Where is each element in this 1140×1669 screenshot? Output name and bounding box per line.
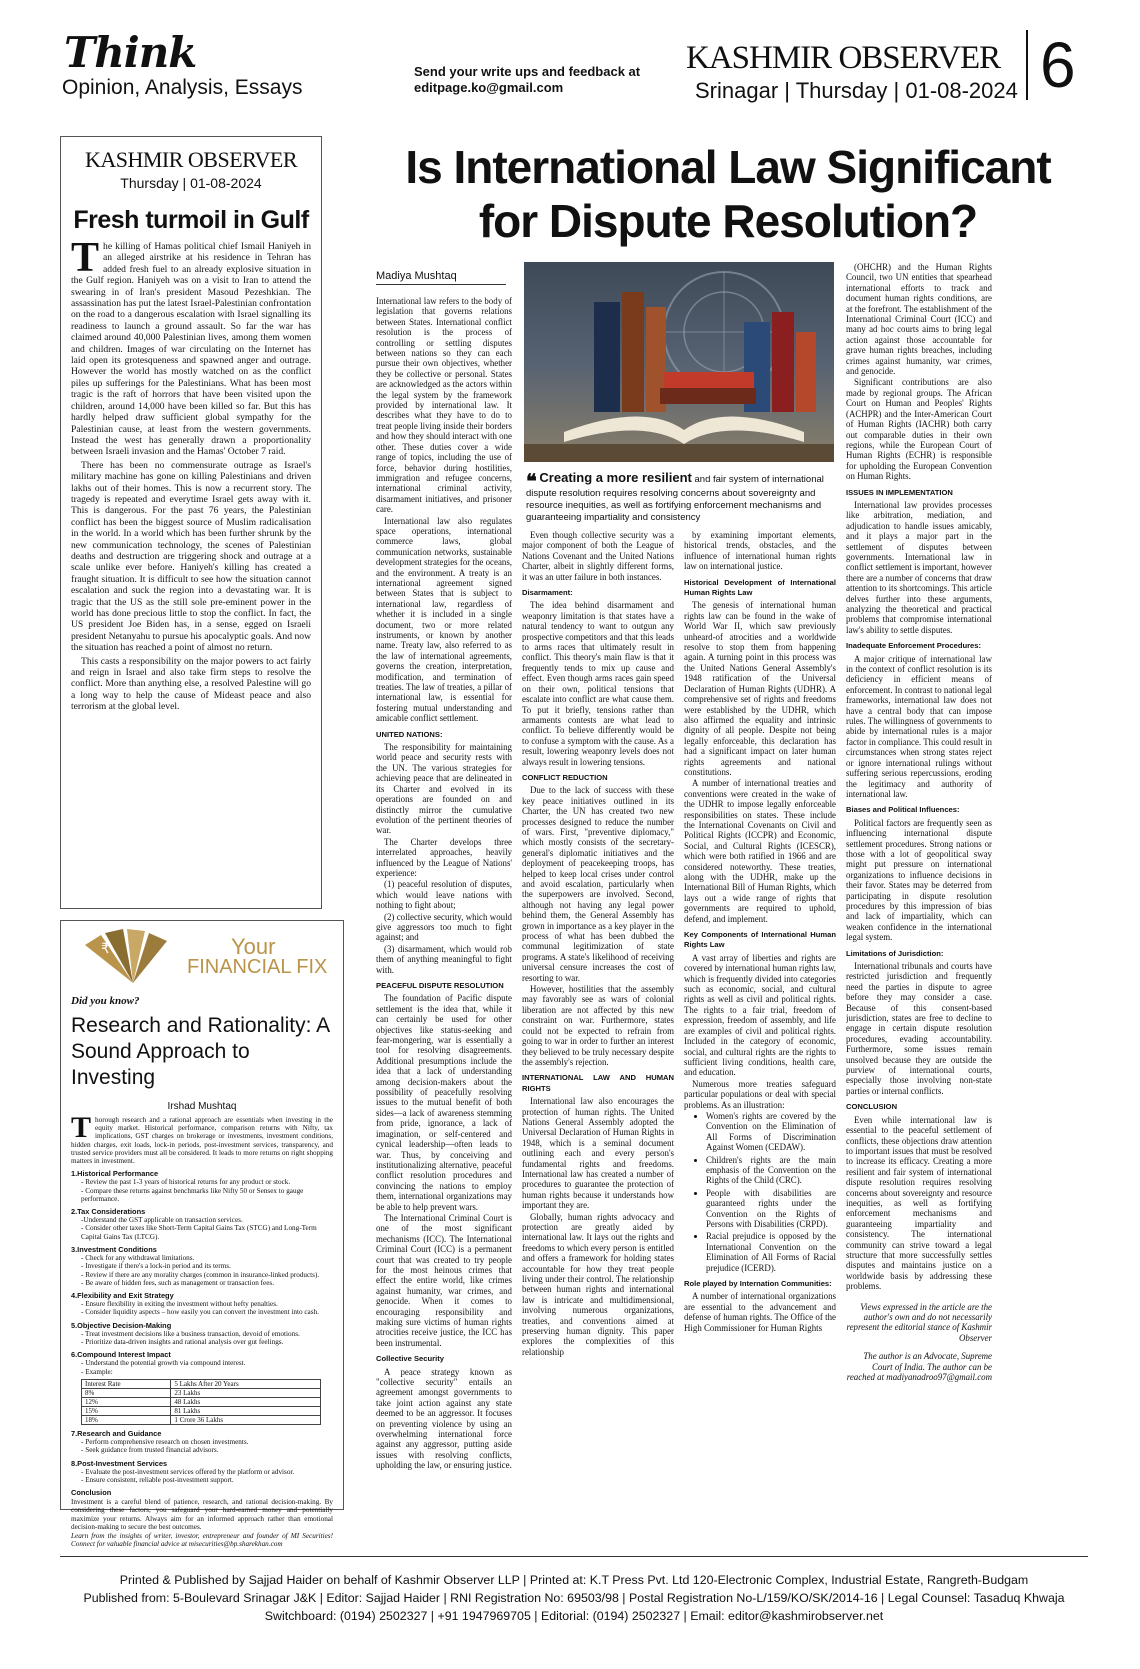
editorial-date: Thursday | 01-08-2024 (120, 175, 262, 191)
rupee-fan-icon (71, 927, 181, 987)
article-paragraph: (2) collective security, which would give aggressors too much to fight against; and (376, 911, 512, 943)
financial-list-item: - Prioritize data-driven insights and rational analysis over gut feelings. (81, 1338, 284, 1347)
table-row (82, 1388, 321, 1397)
headline-line1: Is International Law Significant (405, 141, 1051, 193)
financial-list-item: - Evaluate the post-investment services offered by the platform or advisor. (81, 1467, 295, 1476)
article-paragraph: (1) peaceful resolution of disputes, which would leave nations with nothing to fight about; (376, 879, 512, 911)
footer-line3: Switchboard: (0194) 2502327 | +91 1947969705 | Editorial: (0194) 2502327 | Email: editor@kashmirobserver.net (264, 1609, 884, 1623)
article-subheading: Role played by Internation Communities: (684, 1279, 832, 1289)
financial-list-item: - Treat investment decisions like a business transaction, devoid of emotions. (81, 1329, 300, 1338)
article-subheading: ISSUES IN IMPLEMENTATION (846, 487, 953, 497)
editorial-paragraph: This casts a responsibility on the major powers to act fairly and reign in Israel and also take firm steps to resolve the conflict. More than anything else, a resolved Palestine will go a long way to help the cause of Mideast peace and also terrorism at the global level. (71, 655, 311, 713)
article-subheading: Limitations of Jurisdiction: (846, 948, 944, 958)
article-paragraph: Numerous more treaties safeguard particular populations or deal with special problems. As an illustration: (684, 1078, 836, 1110)
financial-list-item: - Check for any withdrawal limitations. (81, 1254, 195, 1262)
financial-section-heading: 3.Investment Conditions (71, 1245, 157, 1254)
article-paragraph: International law also regulates space operations, international commerce laws, global communication networks, sustainable development strategies for the oceans, and the environment. A treaty is an international agreement signed between States that is subject to international law, regardless of whether it is included in a single document, two or more related instruments, or known by another name. Treaty law, also referred to as the law of international agreements, governs the creation, interpretation, modification, and termination of treaties. The law of treaties, a pillar of international law, is essential for fostering mutual understanding and amicable conflict settlement. (376, 515, 512, 724)
financial-section-heading: 2.Tax Considerations (71, 1207, 146, 1217)
article-column-1 (376, 296, 512, 1506)
table-cell: 81 Lakhs (171, 1406, 321, 1415)
financial-section-heading: 4.Flexibility and Exit Strategy (71, 1291, 174, 1301)
editorial-paragraph: he killing of Hamas political chief Ismail Haniyeh in an alleged airstrike at his residence in Tehran has added fresh fuel to an already explosive situation in the Gulf region. Haniyeh was on a visit to Iran to attend the swearing in of Iran's president Masoud Pezeshkian. The assassination has put the latest Israel-Palestinian confrontation on the road to a dangerous escalation with Israel signalling its readiness to launch a ground assault. So far the war has claimed around 40,000 Palestinian lives, among them women and children. Images of war circulating on the Internet has laid open its grotesqueness and spawned anger and outrage. However the world has mostly watched on as the conflict piles up sufferings for the Palestinians. What has been most tragic is the raft of horrors that have been visited upon the children, around 14,000 have been killed so far. But this has hardly helped draw sufficient global sympathy for the Palestinian cause, at least from the western governments. Instead the west has generally drawn a proportionality between Israeli invasion and the Hamas' October 7 raid. (71, 241, 311, 458)
wordmark-line2: FINANCIAL FIX (187, 956, 328, 978)
article-headline (368, 140, 1088, 248)
footer-line1: Printed & Published by Sajjad Haider on behalf of Kashmir Observer LLP | Printed at: K.T Press Pvt. Ltd 120-Electronic Complex, Industrial Estate, Rangreth-Budgam (119, 1573, 1029, 1587)
footer-line2: Published from: 5-Boulevard Srinagar J&K | Editor: Sajjad Haider | RNI Registration No: 69503/98 | Postal Registration No-L/159/KO/SK/2014-16 | Legal Counsel: Tasaduq Khwaja (83, 1591, 1065, 1605)
financial-dropcap: T (71, 1111, 92, 1144)
article-subheading: Collective Security (376, 1354, 444, 1364)
table-cell: 12% (82, 1397, 171, 1406)
pull-quote-text: and fair system of international dispute resolution requires resolving concerns about sovereignty and resource inequities, as well as fortifying enforcement mechanisms and guaranteeing impartiality and consistency (526, 474, 824, 523)
article-paragraph: Even while international law is essential to the peaceful settlement of conflicts, these objections draw attention to important issues that must be resolved to increase its efficacy. Creating a more resilient and fair system of international dispute resolution requires resolving concerns about sovereignty and resource inequities, as well as fortifying enforcement mechanisms and guaranteeing impartiality and consistency. The international community can strive toward a legal structure that more successfully settles disputes and maintains justice on a worldwide basis by addressing these problems. (846, 1114, 992, 1292)
editorial-title: Fresh turmoil in Gulf (73, 206, 309, 234)
article-paragraph: A peace strategy known as "collective security" entails an agreement amongst governments to take joint action against any state deemed to be an aggressor. It focuses on preventing violence by using an overwhelming international force against any aggressor, putting aside issues with resolving conflicts, upholding the law, or ensuring justice. (376, 1366, 512, 1471)
financial-fix-box (60, 920, 344, 1549)
table-row (82, 1415, 321, 1424)
table-header: Interest Rate (82, 1379, 171, 1388)
headline-line2: for Dispute Resolution? (478, 195, 978, 247)
law-books-photo (524, 262, 834, 462)
financial-section-heading: 6.Compound Interest Impact (71, 1350, 171, 1360)
article-column-2 (522, 530, 674, 1506)
article-paragraph: The Charter develops three interrelated approaches, heavily influenced by the League of Nations' experience: (376, 836, 512, 878)
financial-list-item: - Perform comprehensive research on chosen investments. (81, 1437, 249, 1446)
financial-list-item: - Consider liquidity aspects – how easily you can convert the investment into cash. (81, 1308, 319, 1317)
financial-sections-2 (71, 1429, 333, 1484)
article-subheading: UNITED NATIONS: (376, 729, 443, 739)
article-paragraph: The genesis of international human rights law can be found in the wake of World War II, which saw previously unheard-of atrocities and a worldwide resolve to stop them from happening again. A turning point in this process was the United Nations General Assembly's 1948 ratification of the Universal Declaration of Human Rights (UDHR). A comprehensive set of rights and freedoms were established by the UDHR, which also affirmed the equality and intrinsic dignity of all people. Despite not being legally enforceable, this declaration has had a significant impact on later human rights agreements and national constitutions. (684, 600, 836, 777)
article-bullet-list (684, 1111, 836, 1273)
list-item: • People with disabilities are guaranteed rights under the Convention on the Rights of Persons with Disabilities (CRPD). (706, 1188, 836, 1230)
financial-credit: Learn from the insights of writer, investor, entrepreneur and founder of MI Securities! Connect for valuable financial advice at misecurities@bp.sharekhan.com (71, 1531, 333, 1549)
article-subheading: Biases and Political Influences: (846, 805, 960, 815)
financial-list-item: - Seek guidance from trusted financial advisors. (81, 1446, 219, 1455)
article-column-4 (846, 262, 992, 1506)
table-header: 5 Lakhs After 20 Years (171, 1379, 321, 1388)
article-disclaimer: Views expressed in the article are the author's own and do not necessarily represent the editorial stance of Kashmir Observer (846, 1301, 992, 1343)
article-paragraph: International law also encourages the protection of human rights. The United Nations General Assembly adopted the Universal Declaration of Human Rights in 1948, which is a seminal document outlining each and every person's fundamental rights and freedoms. International law has created a number of procedures to guarantee the protection of human rights because it understands how important they are. (522, 1096, 674, 1211)
article-subheading: CONCLUSION (846, 1102, 898, 1112)
article-paragraph: Due to the lack of success with these key peace initiatives outlined in its Charter, the UN has created two new processes designed to reduce the number of wars. First, "preventive diplomacy," which mostly consists of the secretary-general's diplomatic initiatives and the deployment of peacekeeping troops, has helped to keep local crises under control and avoid escalation, particularly when the superpowers are involved. Second, although not having any legal power behind them, the General Assembly has grown in importance as a key player in the process of what has been dubbed the communal legitimization of state programs. A state's likelihood of receiving universal censure increases the cost of resorting to war. (522, 785, 674, 983)
table-cell: 8% (82, 1388, 171, 1397)
list-item: • Racial prejudice is opposed by the International Convention on the Elimination of All Forms of Racial prejudice (ICERD). (706, 1231, 836, 1273)
author-note: The author is an Advocate, Supreme Court of India. The author can be reached at madiyanadroo97@gmail.com (846, 1351, 992, 1383)
article-column-3 (684, 530, 836, 1506)
pull-quote (526, 472, 846, 524)
financial-list-item: - Be aware of hidden fees, such as management or transaction fees. (81, 1278, 274, 1287)
financial-intro-text: horough research and a rational approach are essentials when investing in the equity market. Historical performance, comparison returns with Nifty, tax implications, GST charges on brokerage or investments, investment conditions, hidden charges, exit loads, lock-in periods, post-investment services, transparency, and trusted service providers must all be considered. It leads to more returns on right shopping matters in investment. (71, 1116, 333, 1166)
masthead: KASHMIR OBSERVER (686, 40, 1001, 76)
financial-list-item: - Review the past 1-3 years of historical returns for any product or stock. (81, 1178, 291, 1187)
financial-intro (71, 1111, 333, 1166)
article-paragraph: Political factors are frequently seen as influencing international dispute settlement procedures. Strong nations or those with a lot of geopolitical sway might put pressure on international organizations to influence decisions in their favor. States may be deterred from participating in dispute resolution procedures by this impression of bias and lack of impartiality, which can weaken confidence in the international legal system. (846, 817, 992, 943)
article-paragraph: A number of international treaties and conventions were created in the wake of the UDHR to impose legally enforceable responsibilities on states. These include the International Covenants on Civil and Political Rights (ICCPR) and Economic, Social, and Cultural Rights (ICESCR), which were both ratified in 1966 and are considered noteworthy. These treaties, along with the UDHR, make up the International Bill of Human Rights, which lays out a wide range of rights that governments are required to uphold, defend, and implement. (684, 778, 836, 924)
editorial-body (71, 235, 311, 713)
article-subheading: Inadequate Enforcement Procedures: (846, 641, 982, 651)
financial-fix-logo (71, 927, 333, 991)
financial-title: Research and Rationality: A Sound Approach to Investing (71, 1014, 329, 1089)
page-number: 6 (1026, 30, 1076, 100)
svg-text:₹: ₹ (101, 941, 110, 957)
article-paragraph: International tribunals and courts have restricted jurisdiction and frequently need the parties in dispute to agree before they may consider a case. Because of this consent-based jurisdiction, states are free to decline to engage in certain dispute resolution procedures, evading accountability. Furthermore, some issues remain unsolved because they are outside the purview of international courts, especially those involving non-state parties or internal conflicts. (846, 961, 992, 1096)
article-paragraph: International law provides processes like arbitration, mediation, and adjudication to handle issues amicably, and it plays a major part in the settlement of disputes between governments. International law in conflict settlement is important, however there are a number of concerns that draw attention to its shortcomings. This article delves further into these arguments, analyzing the theoretical and practical problems that compromise international law's ability to settle disputes. (846, 499, 992, 635)
section-title: Think (64, 28, 197, 77)
financial-list-item: - Understand the potential growth via compound interest. (81, 1359, 246, 1368)
did-you-know-label: Did you know? (71, 995, 140, 1007)
financial-list-item: - Investigate if there's a lock-in period and its terms. (81, 1262, 231, 1271)
financial-conclusion-heading: Conclusion (71, 1488, 112, 1498)
article-paragraph: However, hostilities that the assembly may favorably see as wars of colonial liberation are not affected by this new constraint on war. Furthermore, states could not be expected to refrain from going to war in order to further an interest they believed to be truly necessary despite the assembly's rejection. (522, 984, 674, 1067)
list-item: • Children's rights are the main emphasis of the Convention on the Rights of the Child (CRC). (706, 1155, 836, 1186)
article-paragraph: Even though collective security was a major component of both the League of Nations Covenant and the United Nations Charter, albeit in slightly different forms, it was an utter failure in both instances. (522, 530, 674, 582)
submission-note-line1: Send your write ups and feedback at (414, 64, 641, 79)
financial-section-heading: 7.Research and Guidance (71, 1428, 162, 1438)
page-header (58, 22, 1088, 102)
page-footer (60, 1556, 1088, 1625)
article-subheading: Key Components of International Human Rights Law (684, 930, 836, 950)
financial-list-item: - Ensure flexibility in exiting the investment without hefty penalties. (81, 1300, 278, 1309)
article-paragraph: A number of international organizations are essential to the advancement and defense of human rights. The Office of the High Commissioner for Human Rights (684, 1291, 836, 1333)
section-subtitle: Opinion, Analysis, Essays (62, 76, 303, 99)
pull-quote-lead: Creating a more resilient (539, 470, 692, 485)
article-subheading: Disarmament: (522, 588, 573, 598)
article-subheading: CONFLICT REDUCTION (522, 772, 608, 782)
financial-sections (71, 1169, 333, 1376)
article-subheading: PEACEFUL DISPUTE RESOLUTION (376, 981, 504, 990)
editorial-paragraph: There has been no commensurate outrage as Israel's military machine has gone on killing Palestinians and driven lakhs out of their homes. This is now a recurrent story. The tragedy is repeated and everytime Israel gets away with it. This is dangerous. For the past 76 years, the Palestinian conflict has been the biggest source of Muslim radicalisation in the world. In a world which has been further shrunk by the new communication technology, the scenes of Palestinian deaths and destruction are triggering shock and outrage at a scale unlike ever before. Haniyeh's killing has created a fraught situation. It is difficult to see how the situation cannot escalation and suck the region into a devastating war. It is tragic that the US as the still sole pre-eminent power in the world has done precious little to stop the conflict. In fact, the US president Joe Biden has, in a sense, egged on Israeli president Netanyahu to pursue his apocalyptic goals. And now the situation has reached a point of almost no return. (71, 459, 311, 654)
article-paragraph: The International Criminal Court is one of the most significant mechanisms (ICC). The International Criminal Court (ICC) is a permanent court that was created to try people for the most heinous crimes that effect the entire world, like crimes against humanity, war crimes, and genocide. When it comes to encouraging responsibility and making sure victims of human rights atrocities receive justice, the ICC has been instrumental. (376, 1212, 512, 1348)
article-paragraph: The responsibility for maintaining world peace and security rests with the UN. The various strategies for achieving peace that are delineated in its Charter and evolved in its operations are founded on and distinctly mirror the cumulative evolution of the pertinent theories of war. (376, 742, 512, 836)
article-paragraph: Globally, human rights advocacy and protection are greatly aided by international law. It lays out the rights and freedoms to which every person is entitled and offers a framework for holding states accountable for how they treat people living under their control. The relationship between human rights and international law is intricate and multidimensional, involving numerous organizations, treaties, and conventions aimed at preserving human dignity. This paper explores the complexities of this relationship (522, 1211, 674, 1357)
table-cell: 1 Crore 36 Lakhs (171, 1415, 321, 1424)
article-subheading: Historical Development of International Human Rights Law (684, 577, 836, 598)
table-cell: 15% (82, 1406, 171, 1415)
financial-author: Irshad Mushtaq (167, 1101, 237, 1112)
wordmark-line1: Your (231, 934, 276, 959)
table-cell: 48 Lakhs (171, 1397, 321, 1406)
submission-note (414, 64, 640, 96)
financial-list-item: - Consider other taxes like Short-Term Capital Gains Tax (STCG) and Long-Term Capital Gains Tax (LTCG). (81, 1224, 317, 1241)
financial-fix-wordmark (187, 934, 328, 978)
article-paragraph: The idea behind disarmament and weaponry limitation is that states have a natural tendency to want to outgun any prospective competitors and that this leads to arms races that ultimately result in conflict. This theory's main flaw is that it frequently tends to mix up cause and effect. Even though arms races gain speed on their own, political tensions that escalate into conflict are what cause them. To put it briefly, tensions rather than armaments contests are what lead to conflict. To believe differently would be to confuse a symptom with the cause. As a result, lowering weaponry levels does not always result in lowering tensions. (522, 600, 674, 767)
article-subheading: INTERNATIONAL LAW AND HUMAN RIGHTS (522, 1073, 674, 1093)
editorial-masthead: KASHMIR OBSERVER (84, 147, 298, 172)
financial-section-heading: 1.Historical Performance (71, 1169, 159, 1179)
financial-conclusion: Investment is a careful blend of patience, research, and rational decision-making. By considering these factors, you safeguard your hard-earned money and potentially maximize your returns. Always aim for an informed approach rather than emotional decision-making to secure the best outcomes. (71, 1498, 333, 1531)
article-paragraph: Significant contributions are also made by regional groups. The African Court on Human and Peoples' Rights (ACHPR) and the Inter-American Court of Human Rights (IACHR) both carry out comparable duties in their own regions, while the European Court of Human Rights (ECHR) is responsible for upholding the European Convention on Human Rights. (846, 377, 992, 482)
list-item: • Women's rights are covered by the Convention on the Elimination of All Forms of Discrimination Against Women (CEDAW). (706, 1111, 836, 1153)
editorial-box (60, 136, 322, 909)
table-row (82, 1397, 321, 1406)
article-paragraph: International law refers to the body of legislation that governs relations between States. International conflict resolution is the process of controlling or settling disputes between nations so they can each pursue their own objectives, whether they be collective or personal. States are acknowledged as the actors within the legal system by the framework provided by international law. It describes what they have to do to treat people living inside their borders and how they should interact with one other. These duties cover a wide range of topics, including the use of force, behavior during hostilities, immigration and refugee concerns, international criminal activity, disarmament initiatives, and prisoner care. (376, 296, 512, 515)
table-cell: 23 Lakhs (171, 1388, 321, 1397)
article-paragraph: (3) disarmament, which would rob them of anything meaningful to fight with. (376, 943, 512, 975)
compound-interest-table (81, 1379, 321, 1425)
article-paragraph: A major critique of international law in the context of conflict resolution is its deficiency in efficient means of enforcement. In contrast to national legal frameworks, international law does not have a central body that can impose rules. The willingness of governments to abide by international rules is a major factor in compliance. This could result in circumstances when strong states reject or ignore international rulings without suffering serious repercussions, eroding the legitimacy and authority of international law. (846, 653, 992, 799)
submission-email[interactable]: editpage.ko@gmail.com (414, 80, 564, 95)
financial-list-item: - Example: (81, 1367, 113, 1376)
financial-section-heading: 8.Post-Investment Services (71, 1458, 168, 1468)
table-cell: 18% (82, 1415, 171, 1424)
financial-list-item: - Compare these returns against benchmarks like Nifty 50 or Sensex to gauge performance. (81, 1186, 304, 1203)
quote-icon: ❝ (526, 471, 537, 493)
article-paragraph: (OHCHR) and the Human Rights Council, two UN entities that spearhead international efforts to track and document human rights conditions, are at the forefront. The establishment of the International Criminal Court (ICC) and many ad hoc courts aims to bring legal action against those accountable for grave human rights breaches, including crimes against humanity, war crimes, and genocide. (846, 262, 992, 377)
financial-section-heading: 5.Objective Decision-Making (71, 1320, 172, 1330)
law-books-illustration (524, 262, 834, 462)
table-row (82, 1406, 321, 1415)
article-paragraph: by examining important elements, historical trends, obstacles, and the influence of international human rights law on international justice. (684, 530, 836, 572)
financial-list-item: - Ensure consistent, reliable post-investment support. (81, 1475, 234, 1484)
financial-list-item: - Review if there are any morality charges (common in insurance-linked products). (81, 1270, 320, 1279)
financial-list-item: -Understand the GST applicable on transaction services. (81, 1216, 243, 1225)
editorial-dropcap: T (71, 235, 100, 281)
article-paragraph: The foundation of Pacific dispute settlement is the idea that, while it can certainly be used for other objectives like status-seeking and fear-mongering, war is essentially a tool for resolving disagreements. Additional presumptions include the idea that a lack of understanding among decision-makers about the possibility of peacefully resolving issues to the mutual benefit of both sides—a lack of awareness stemming from pride, ignorance, a lack of imagination, or self-centered and cynical leadership—often leads to war. Thus, by conceiving and institutionalizing alternative, peaceful conflict resolution procedures and convincing the nations to employ them, international organizations may be able to help prevent wars. (376, 993, 512, 1212)
article-byline: Madiya Mushtaq (376, 270, 506, 285)
article-paragraph: A vast array of liberties and rights are covered by international human rights law, which is frequently divided into categories such as economic, social, and cultural rights as well as civil and political rights. The rights to a fair trial, freedom of expression, freedom of assembly, and life are examples of civil and political rights. Included in the category of economic, social, and cultural rights are the rights to sufficient living conditions, health care, and education. (684, 952, 836, 1078)
dateline: Srinagar | Thursday | 01-08-2024 (695, 78, 1018, 103)
